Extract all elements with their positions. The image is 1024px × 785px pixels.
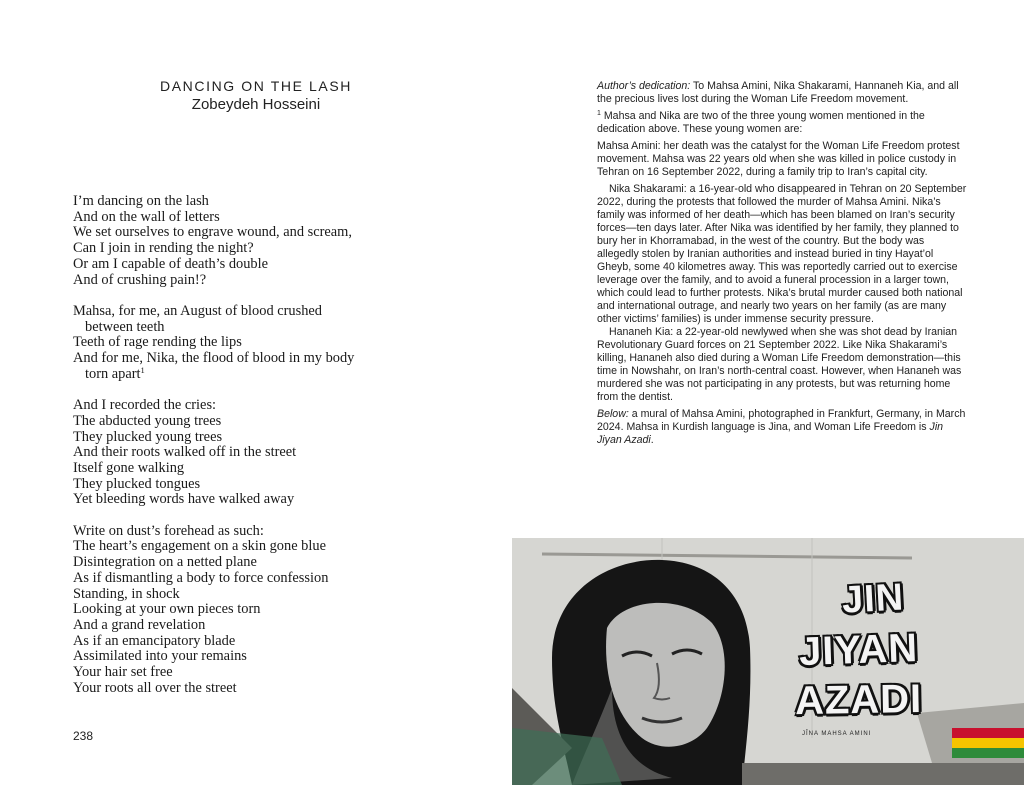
- poem-line: And for me, Nika, the flood of blood in my body: [73, 350, 355, 367]
- poem-line: Your roots all over the street: [73, 679, 237, 696]
- footnote-text: Mahsa and Nika are two of the three young women mentioned in the dedication above. These young women are:: [597, 110, 925, 135]
- poem-line: Assimilated into your remains: [73, 648, 247, 665]
- poem-line: The heart’s engagement on a skin gone blue: [73, 538, 326, 555]
- poem-line: Disintegration on a netted plane: [73, 554, 257, 571]
- poem-line: Or am I capable of death’s double: [73, 255, 268, 272]
- footnote-marker: 1: [140, 364, 145, 375]
- poem-line: And a grand revelation: [73, 616, 206, 633]
- poem-line: I’m dancing on the lash: [73, 193, 209, 209]
- mural-photo: [512, 538, 1024, 785]
- poem-line: And on the wall of letters: [73, 208, 220, 225]
- poem-line: The abducted young trees: [73, 412, 222, 429]
- note-hananeh-kia: Hananeh Kia: a 22-year-old newlywed when she was shot dead by Iranian Revolutionary Guard forces on 21 September 2022. Like Nika Shakarami’s killing, Hananeh also died during a Woman Life Freedom demonstration—this time in Nowshahr, on Iran’s north-central coast. However, when Hananeh was murdered she was not participating in any protests, but was returning home from the dentist.: [597, 326, 962, 403]
- caption-end: .: [650, 434, 654, 446]
- right-page: [512, 0, 1024, 785]
- poem-line: Write on dust’s forehead as such:: [73, 522, 264, 539]
- mural-word-azadi: AZADI: [794, 676, 923, 724]
- poem-line-text: torn apart: [85, 365, 141, 382]
- poem-line: We set ourselves to engrave wound, and scream,: [73, 224, 352, 241]
- flag-red: [952, 728, 1024, 738]
- poem-body: [73, 194, 493, 712]
- poem-line: Teeth of rage rending the lips: [73, 334, 242, 351]
- page-number: 238: [73, 729, 94, 743]
- dedication-text: To Mahsa Amini, Nika Shakarami, Hannaneh Kia, and all the precious lives lost during the Woman Life Freedom movement.: [597, 80, 959, 105]
- dedication: [597, 80, 967, 106]
- stanza-1: [73, 194, 493, 288]
- poem-line: Looking at your own pieces torn: [73, 601, 261, 618]
- note-mahsa-amini: Mahsa Amini: her death was the catalyst for the Woman Life Freedom protest movement. Mahsa was 22 years old when she was killed in police custody in Tehran on 16 September 2022, during a family trip to Iran’s capital city.: [597, 140, 960, 178]
- poem-line: As if dismantling a body to force confession: [73, 569, 329, 586]
- flag-yellow: [952, 738, 1024, 748]
- poem-line: And their roots walked off in the street: [73, 444, 297, 461]
- poem-line: Yet bleeding words have walked away: [73, 491, 295, 508]
- mural-word-jin: JIN: [840, 576, 906, 622]
- caption-italic: Jin Jiyan Azadi: [597, 421, 944, 446]
- footnote-marker: 1: [597, 110, 601, 117]
- poem-line: And I recorded the cries:: [73, 397, 217, 414]
- poem-line: between teeth: [85, 318, 165, 335]
- image-caption: [597, 408, 967, 447]
- flag-green: [952, 748, 1024, 758]
- poem-line: Can I join in rending the night?: [73, 240, 254, 257]
- poem-title: DANCING ON THE LASH: [160, 78, 352, 94]
- mural-signature: JÎNA MAHSA AMINI: [802, 731, 872, 737]
- poem-line: As if an emancipatory blade: [73, 632, 236, 649]
- mural-illustration: [512, 538, 1024, 785]
- poem-line: And of crushing pain!?: [73, 271, 207, 288]
- poem-line: Your hair set free: [73, 664, 173, 681]
- poem-line: Mahsa, for me, an August of blood crushed: [73, 302, 322, 319]
- footnote-1: [597, 110, 967, 136]
- mural-word-jiyan: JIYAN: [798, 625, 919, 675]
- stanza-4: [73, 524, 493, 697]
- stanza-2: [73, 304, 493, 383]
- caption-label: Below:: [597, 408, 629, 420]
- poem-line: They plucked tongues: [73, 475, 201, 492]
- poem-line: They plucked young trees: [73, 428, 223, 445]
- poem-line: Itself gone walking: [73, 459, 185, 476]
- poem-author: Zobeydeh Hosseini: [191, 96, 321, 113]
- notes-block: [597, 80, 967, 451]
- stanza-3: [73, 398, 493, 508]
- ground: [742, 763, 1024, 785]
- note-nika-shakarami: Nika Shakarami: a 16-year-old who disappeared in Tehran on 20 September 2022, during the protests that followed the murder of Mahsa Amini. Nika’s family was informed of her death—which has been blamed on Iran’s security forces—ten days later. After Nika was identified by her family, they planned to bury her in Khorramabad, in the west of the country. But the body was allegedly stolen by Iranian authorities and instead buried in tiny Hayat’ol Gheyb, some 40 kilometres away. This was reportedly carried out to exercise leverage over the family, and to avoid a funeral procession in a larger town, which could lead to further protests. Nika’s brutal murder caused both national and international outrage, and nearly two years on her family (as are many other victims’ families) is under immense security pressure.: [597, 183, 967, 325]
- poem-line: [73, 364, 493, 383]
- caption-text: a mural of Mahsa Amini, photographed in Frankfurt, Germany, in March 2024. Mahsa in Kurdish language is Jina, and Woman Life Freedom is: [597, 408, 966, 433]
- poem-line: Standing, in shock: [73, 585, 180, 602]
- dedication-label: Author’s dedication:: [597, 80, 691, 92]
